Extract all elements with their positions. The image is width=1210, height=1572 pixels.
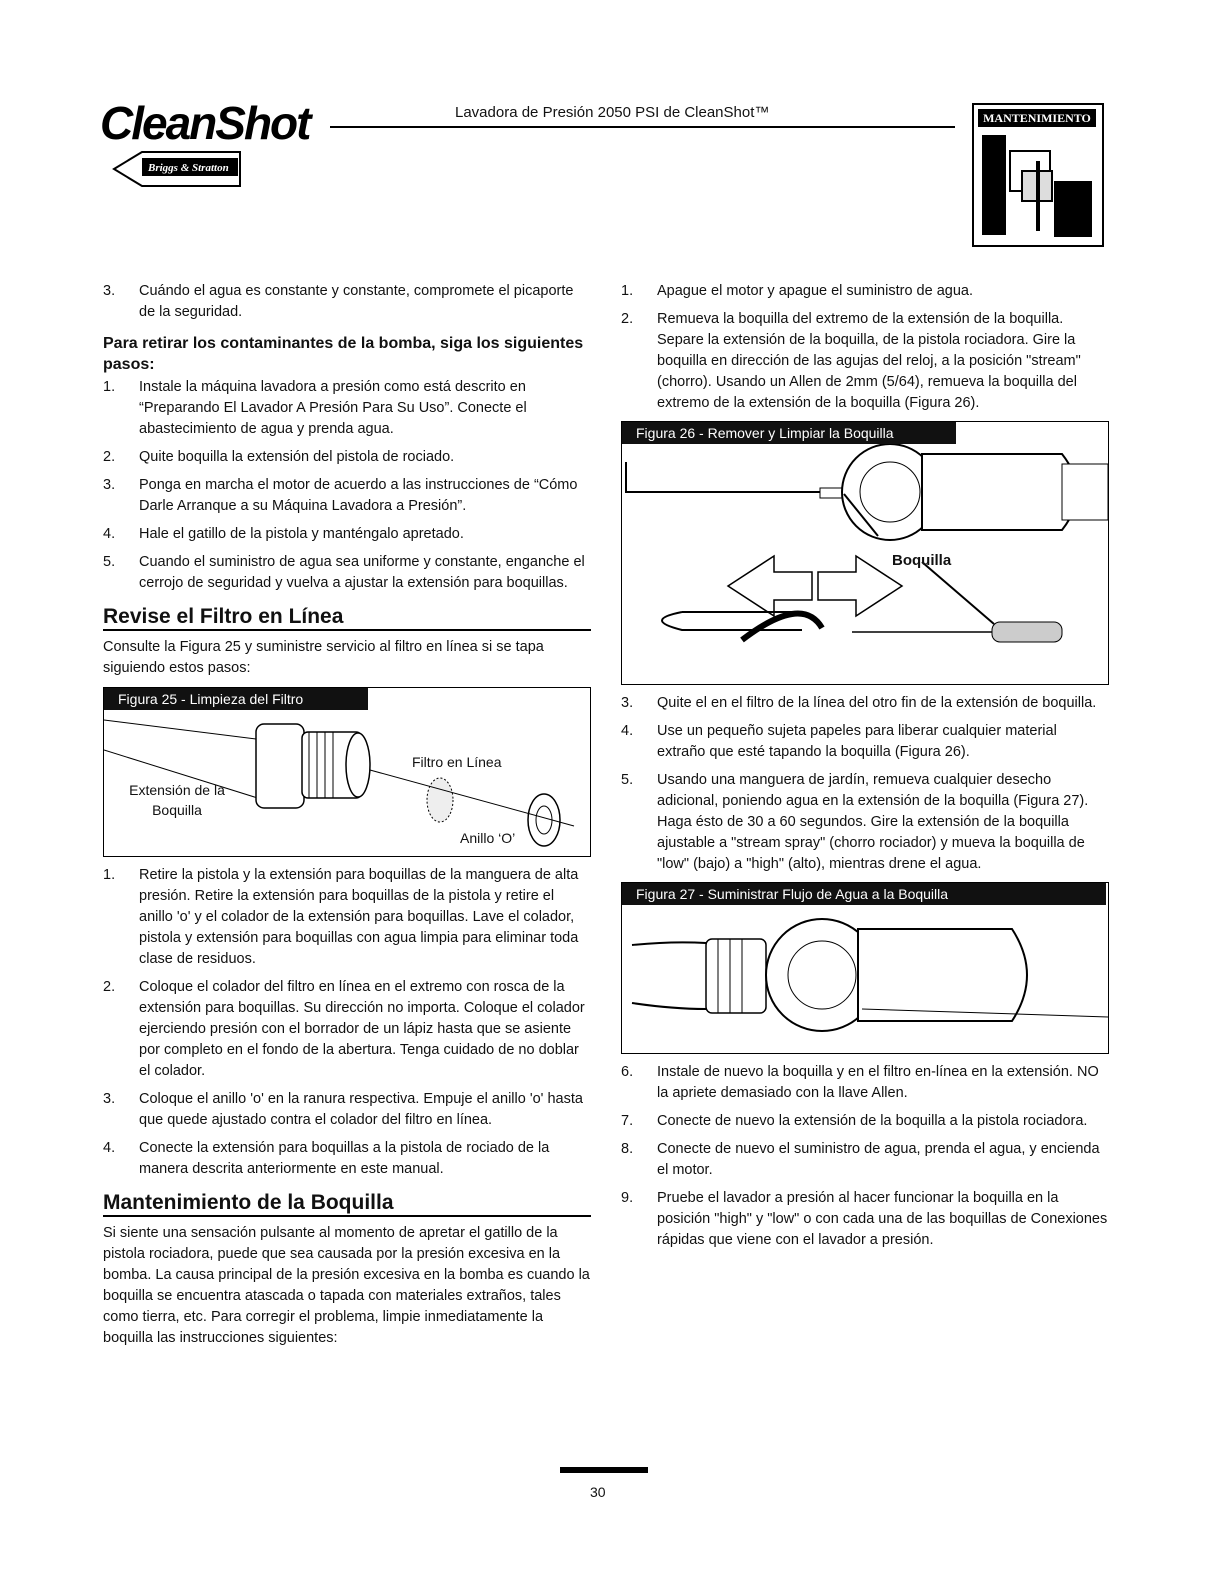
list-item: 3. Ponga en marcha el motor de acuerdo a las instrucciones de “Cómo Darle Arranque a su Máquina Lavadora a Presión”. (103, 477, 578, 514)
list-item: 2. Quite boquilla la extensión del pistola de rociado. (103, 449, 455, 465)
list-item: 3. Coloque el anillo 'o' en la ranura respectiva. Empuje el anillo 'o' hasta que quede ajustado contra el colador del filtro en línea. (103, 1091, 583, 1128)
list-item: 4. Use un pequeño sujeta papeles para liberar cualquier material extraño que esté tapando la boquilla (Figura 26). (621, 723, 1057, 760)
nozzle-intro: Si siente una sensación pulsante al momento de apretar el gatillo de la pistola rociadora, puede que sea causada por la presión excesiva en la bomba. La causa principal de la presión excesiva en la bomba es cuando la boquilla se encuentra atascada o tapada con materiales extraños, tales como tierra, etc. Para corregir el problema, limpie inmediatamente la boquilla las instrucciones siguientes: (103, 1225, 590, 1346)
filter-intro: Consulte la Figura 25 y suministre servicio al filtro en línea si se tapa siguiendo estos pasos: (103, 639, 544, 676)
list-item: 9. Pruebe el lavador a presión al hacer funcionar la boquilla en la posición "high" y "low" o con cada una de las boquillas de Conexiones rápidas que viene con el lavador a presión. (621, 1190, 1108, 1248)
figure-caption: Figura 26 - Remover y Limpiar la Boquilla (622, 422, 956, 444)
list-item: 4. Hale el gatillo de la pistola y manténgalo apretado. (103, 526, 464, 542)
nozzle-section-heading: Mantenimiento de la Boquilla (103, 1192, 591, 1217)
maintenance-badge (972, 103, 1104, 247)
figure-caption: Figura 27 - Suministrar Flujo de Agua a la Boquilla (622, 883, 1106, 905)
list-item: 2. Coloque el colador del filtro en línea en el extremo con rosca de la extensión para boquillas. Su dirección no importa. Coloque el colador ejerciendo presión con el borrador de un lápiz hasta que se asiente por completo en el fondo de la abertura. Tenga cuidado de no doblar el colador. (103, 979, 585, 1079)
figure-26 (621, 421, 1109, 685)
list-item: 3. Cuándo el agua es constante y constante, compromete el picaporte de la seguridad. (103, 283, 574, 320)
list-item: 1. Instale la máquina lavadora a presión como está descrito en “Preparando El Lavador A Presión Para Su Uso”. Conecte el abastecimiento de agua y prenda agua. (103, 379, 527, 437)
nozzle-flush-diagram (622, 905, 1108, 1051)
list-item: 5. Usando una manguera de jardín, remueva cualquier desecho adicional, poniendo agua en la extensión de la boquilla (Figura 27). Haga ésto de 30 a 60 segundos. Gire la extensión de la boquilla ajustable a "stream spray" (chorro rociador) y mueva la boquilla de "low" (bajo) a "high" (alto), mientras drene el agua. (621, 772, 1089, 872)
filter-steps (103, 865, 591, 1180)
list-item: 8. Conecte de nuevo el suministro de agua, prenda el agua, y encienda el motor. (621, 1141, 1100, 1178)
label-oring: Anillo ‘O’ (460, 830, 516, 846)
list-item: 6. Instale de nuevo la boquilla y en el filtro en-línea en la extensión. NO la apriete demasiado con la llave Allen. (621, 1064, 1099, 1101)
logo-sub-text: Briggs & Stratton (148, 162, 229, 174)
list-item: 1. Retire la pistola y la extensión para boquillas de la manguera de alta presión. Retire la extensión para boquillas de la pistola y retire el anillo 'o' y el colador de la extensión para boquillas. Lave el colador, pistola y extensión para boquillas con agua limpia para eliminar toda clase de residuos. (103, 867, 579, 967)
page-number: 30 (590, 1484, 606, 1500)
list-item: 1. Apague el motor y apague el suministro de agua. (621, 283, 973, 299)
header-rule (330, 126, 955, 128)
figure-27 (621, 882, 1109, 1054)
label-filter: Filtro en Línea (412, 754, 502, 770)
badge-label: MANTENIMIENTO (978, 109, 1096, 127)
maintenance-icon (980, 131, 1096, 239)
label-nozzle: Boquilla (892, 552, 952, 569)
label-extension: Extensión de la Boquilla (129, 782, 225, 818)
right-column (621, 281, 1109, 1258)
list-item: 4. Conecte la extensión para boquillas a la pistola de rociado de la manera descrita anteriormente en este manual. (103, 1140, 550, 1177)
contaminants-heading: Para retirar los contaminantes de la bomba, siga los siguientes pasos: (103, 335, 584, 373)
list-item: 3. Quite el en el filtro de la línea del otro fin de la extensión de boquilla. (621, 695, 1097, 711)
nozzle-removal-diagram (622, 444, 1108, 682)
brand-logo: CleanShot (100, 97, 310, 149)
figure-caption: Figura 25 - Limpieza del Filtro (104, 688, 368, 710)
list-item: 5. Cuando el suministro de agua sea uniforme y constante, enganche el cerrojo de seguridad y vuelva a ajustar la extensión para boquillas. (103, 554, 585, 591)
header-title: Lavadora de Presión 2050 PSI de CleanShot™ (455, 104, 770, 121)
list-item: 2. Remueva la boquilla del extremo de la extensión de la boquilla. Separe la extensión de la boquilla, de la pistola rociadora. Gire la boquilla en dirección de las agujas del reloj, a la posición "stream" (chorro). Usando un Allen de 2mm (5/64), remueva la boquilla del extremo de la extensión de la boquilla (Figura 26). (621, 311, 1081, 411)
briggs-stratton-logo (112, 148, 242, 190)
left-column (103, 281, 591, 1349)
figure-25 (103, 687, 591, 857)
list-item: 7. Conecte de nuevo la extensión de la boquilla a la pistola rociadora. (621, 1113, 1088, 1129)
filter-section-heading: Revise el Filtro en Línea (103, 606, 591, 631)
contaminant-steps (103, 377, 591, 594)
page-bar (560, 1467, 648, 1473)
